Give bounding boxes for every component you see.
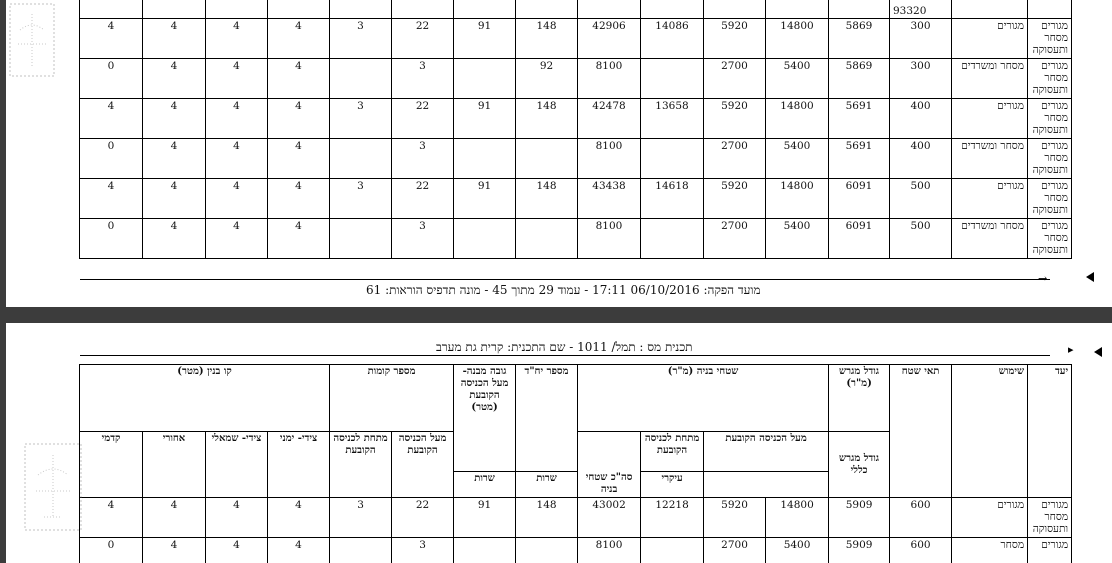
cell-above-service: 2700 [704,538,766,563]
table-header-row [80,365,1072,432]
cell-total-area: 42478 [578,99,641,139]
cell-above-service: 5920 [704,179,766,219]
header-purpose: יעד [1028,365,1072,498]
cell-lot-size: 5691 [829,139,890,179]
cell-floors-below [330,219,392,259]
state-emblem-icon [6,0,58,80]
cell-lot-size: 6091 [829,179,890,219]
header-above-entrance: מעל הכניסה הקובעת [704,432,829,472]
cell-above-main: 5400 [766,538,829,563]
table-row [80,19,1072,59]
cell-area-cell: 300 [890,19,952,59]
cell-rear: 4 [143,498,206,538]
cell-total-area: 8100 [578,538,641,563]
cell-use: מסחר ומשרדים [952,59,1028,99]
cell-total-area: 42906 [578,19,641,59]
arrow-icon: ▸ [1068,343,1074,356]
cell-rear: 4 [143,219,206,259]
cell-below-service [641,139,704,179]
cell-below-service [641,219,704,259]
cell-above-service: 5920 [704,498,766,538]
cell-units: 148 [516,19,578,59]
cell-floors-below: 3 [330,498,392,538]
cell-rear: 4 [143,179,206,219]
cell-side-left: 4 [206,59,268,99]
punch-hole-icon [1094,347,1102,357]
cell-side-left: 4 [206,538,268,563]
cell-floors-above: 22 [392,498,454,538]
cell-units [516,538,578,563]
cell-side-right: 4 [268,498,330,538]
cell-lot-size: 6091 [829,219,890,259]
cell-area-cell: 600 [890,538,952,563]
state-emblem-icon [22,441,84,533]
cell-total-area: 8100 [578,219,641,259]
cell-side-right: 4 [268,139,330,179]
cell-purpose: מגורים מסחר ותעסוקה [1028,19,1072,59]
cell-side-left: 4 [206,99,268,139]
cell-front: 0 [80,219,143,259]
cell-front: 0 [80,139,143,179]
header-area-cell: תאי שטח [890,365,952,498]
page-footer: מועד הפקה: 06/10/2016 17:11 - עמוד 29 מתוך 45 - מונה תדפיס הוראות: 61 [366,283,761,298]
cell-side-right: 4 [268,219,330,259]
table-row [80,179,1072,219]
cell-floors-below [330,59,392,99]
cell-height: 91 [454,498,516,538]
cell-above-service: 2700 [704,219,766,259]
cell-floors-below [330,139,392,179]
cell-below-service [641,538,704,563]
cell-rear: 4 [143,139,206,179]
cell-use: מסחר ומשרדים [952,219,1028,259]
table-row [80,99,1072,139]
cell-area-cell: 300 [890,59,952,99]
cell-floors-below: 3 [330,19,392,59]
cell-height: 91 [454,179,516,219]
cell-purpose: מגורים מסחר ותעסוקה [1028,498,1072,538]
cell-height: 91 [454,19,516,59]
cell-floors-below: 3 [330,99,392,139]
cell-above-main: 5400 [766,139,829,179]
cell-rear: 4 [143,538,206,563]
arrow-icon: → [1038,272,1047,285]
cell-front: 4 [80,179,143,219]
header-below-service: שרות [454,472,516,498]
cell-units: 92 [516,59,578,99]
header-front: קדמי [80,432,143,498]
cell-floors-above: 3 [392,538,454,563]
cell-front: 4 [80,498,143,538]
table-row [80,0,1072,19]
cell-below-service: 14086 [641,19,704,59]
cell-lot-size: 5909 [829,538,890,563]
cell-below-service: 13658 [641,99,704,139]
cell-height [454,139,516,179]
building-rights-table-page1 [79,0,1072,259]
header-building-line: קו בנין (מטר) [80,365,330,432]
cell-area-cell: 500 [890,179,952,219]
cell-side-right: 4 [268,99,330,139]
cell-height [454,59,516,99]
table-row [80,219,1072,259]
cell-above-main: 5400 [766,59,829,99]
cell-below-service: 12218 [641,498,704,538]
cell-height [454,219,516,259]
table-row [80,59,1072,99]
cell-front: 0 [80,59,143,99]
header-below-entrance: מתחת לכניסה הקובעת [641,432,704,472]
cell-floors-above: 3 [392,219,454,259]
cell-units [516,139,578,179]
cell-above-main: 14800 [766,19,829,59]
cell-front: 4 [80,19,143,59]
cell-units: 148 [516,99,578,139]
cell-total-area: 8100 [578,59,641,99]
cell-lot-size: 5691 [829,99,890,139]
footer-rule [80,279,1050,280]
cell-side-right: 4 [268,179,330,219]
header-rule [80,355,1050,356]
cell-floors-above: 22 [392,179,454,219]
document-page-top [6,0,1112,307]
cell-above-service: 2700 [704,59,766,99]
header-main: עיקרי [641,472,704,498]
cell-above-main: 14800 [766,498,829,538]
cell-floors-below: 3 [330,179,392,219]
building-rights-table-page2 [79,364,1072,563]
punch-hole-icon [1086,272,1094,282]
header-lot-size: גודל מגרש (מ"ר) [829,365,890,432]
cell-lot-size: 5869 [829,19,890,59]
header-floors-below: מתחת לכניסה הקובעת [330,432,392,498]
header-height: גובה מבנה- מעל הכניסה הקובעת (מטר) [454,365,516,472]
table-row [80,139,1072,179]
cell-use: מגורים [952,99,1028,139]
partial-value: 93320 [890,0,952,19]
table-row [80,538,1072,563]
header-side-right: צידי- ימני [268,432,330,498]
cell-units: 148 [516,498,578,538]
cell-height: 91 [454,99,516,139]
cell-units [516,219,578,259]
cell-purpose: מגורים מסחר ותעסוקה [1028,219,1072,259]
cell-side-left: 4 [206,498,268,538]
cell-floors-above: 3 [392,59,454,99]
cell-purpose: מגורים מסחר ותעסוקה [1028,179,1072,219]
cell-lot-size: 5909 [829,498,890,538]
cell-purpose: מגורים [1028,538,1072,563]
cell-purpose: מגורים מסחר ותעסוקה [1028,59,1072,99]
cell-side-right: 4 [268,19,330,59]
plan-title: תכנית מס : תמל/ 1011 - שם התכנית: קרית גת מערב [436,340,693,355]
cell-rear: 4 [143,99,206,139]
cell-purpose: מגורים מסחר ותעסוקה [1028,99,1072,139]
cell-area-cell: 500 [890,219,952,259]
cell-above-main: 14800 [766,99,829,139]
cell-above-service: 2700 [704,139,766,179]
cell-area-cell: 600 [890,498,952,538]
header-total-area: סה"כ שטחי בניה [578,432,641,498]
cell-floors-above: 22 [392,19,454,59]
cell-rear: 4 [143,59,206,99]
cell-above-main: 14800 [766,179,829,219]
cell-units: 148 [516,179,578,219]
cell-side-left: 4 [206,219,268,259]
table-row [80,498,1072,538]
cell-use: מגורים [952,19,1028,59]
cell-side-right: 4 [268,538,330,563]
cell-height [454,538,516,563]
cell-above-service: 5920 [704,19,766,59]
cell-side-right: 4 [268,59,330,99]
cell-below-service [641,59,704,99]
cell-above-service: 5920 [704,99,766,139]
cell-above-main: 5400 [766,219,829,259]
cell-total-area: 8100 [578,139,641,179]
header-side-left: צידי- שמאלי [206,432,268,498]
header-floors-above: מעל הכניסה הקובעת [392,432,454,498]
cell-below-service: 14618 [641,179,704,219]
cell-total-area: 43002 [578,498,641,538]
cell-floors-above: 3 [392,139,454,179]
cell-use: מסחר [952,538,1028,563]
header-building-area: שטחי בניה (מ"ר) [578,365,829,432]
header-rear: אחורי [143,432,206,498]
cell-use: מסחר ומשרדים [952,139,1028,179]
cell-front: 4 [80,99,143,139]
cell-area-cell: 400 [890,99,952,139]
cell-side-left: 4 [206,179,268,219]
cell-use: מגורים [952,498,1028,538]
cell-purpose: מגורים מסחר ותעסוקה [1028,139,1072,179]
cell-use: מגורים [952,179,1028,219]
header-lot-size-total: גודל מגרש כללי [829,432,890,498]
header-floors: מספר קומות [330,365,454,432]
cell-floors-above: 22 [392,99,454,139]
cell-side-left: 4 [206,139,268,179]
header-service: שרות [516,472,578,498]
cell-total-area: 43438 [578,179,641,219]
cell-floors-below [330,538,392,563]
cell-rear: 4 [143,19,206,59]
cell-area-cell: 400 [890,139,952,179]
header-units: מספר יח"ד [516,365,578,472]
document-page-bottom [6,323,1112,563]
header-use: שימוש [952,365,1028,498]
cell-side-left: 4 [206,19,268,59]
cell-front: 0 [80,538,143,563]
cell-lot-size: 5869 [829,59,890,99]
